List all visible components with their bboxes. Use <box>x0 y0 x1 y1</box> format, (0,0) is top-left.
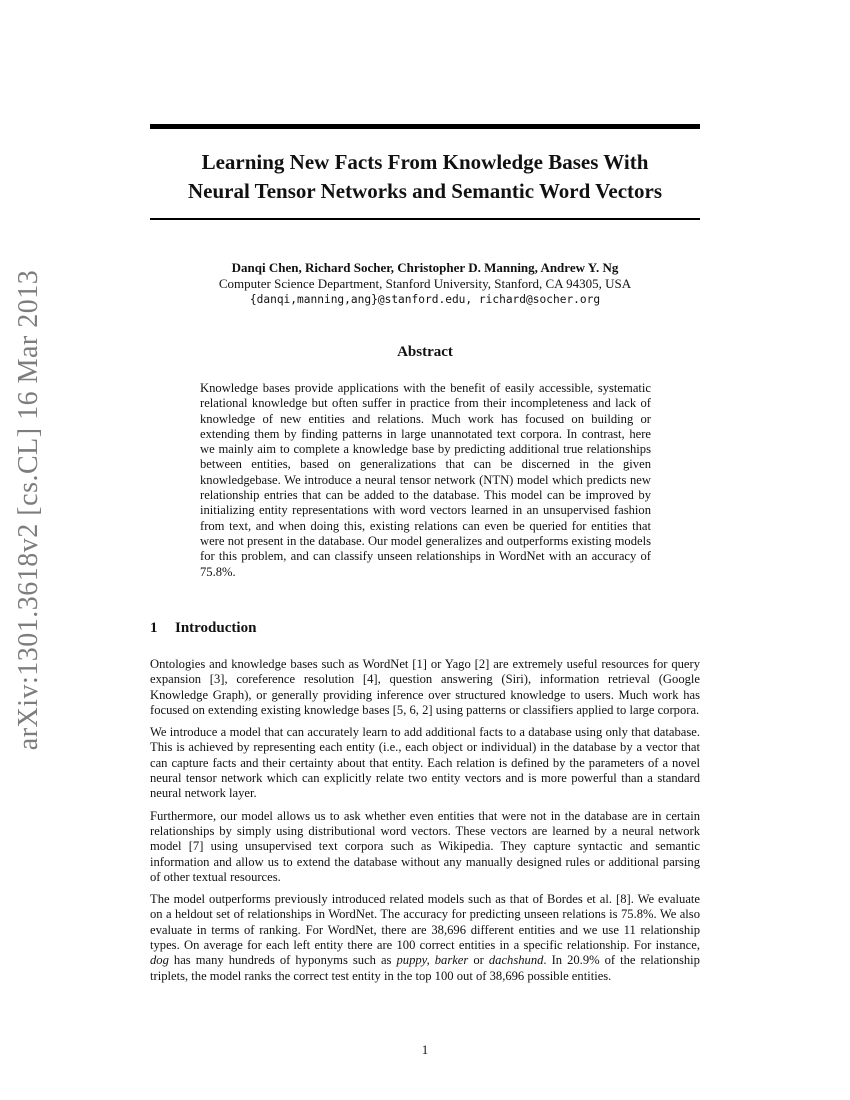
author-names: Danqi Chen, Richard Socher, Christopher D. Manning, Andrew Y. Ng <box>231 260 619 275</box>
abstract-text: Knowledge bases provide applications with the benefit of easily accessible, systematic relational knowledge but often suffer in practice from their incompleteness and lack of knowledge of new entities and relations. Much work has focused on building or extending them by finding patterns in large unannotated text corpora. In contrast, here we mainly aim to complete a knowledge base by predicting additional true relationships between entities, based on generalizations that can be discerned in the given knowledgebase. We introduce a neural tensor network (NTN) model which predicts new relationship entries that can be added to the database. This model can be improved by initializing entity representations with word vectors learned in an unsupervised fashion from text, and when doing this, existing relations can even be queried for entities that were not present in the database. Our model generalizes and outperforms existing models for this problem, and can classify unseen relationships in WordNet with an accuracy of 75.8%. <box>200 381 651 579</box>
arxiv-side-stamp <box>9 270 49 750</box>
author-emails: {danqi,manning,ang}@stanford.edu, richard@socher.org <box>249 293 601 306</box>
section-title: Introduction <box>175 620 257 636</box>
paragraph-1: Ontologies and knowledge bases such as WordNet [1] or Yago [2] are extremely useful resources for query expansion [3], coreference resolution [4], question answering (Siri), information retrieval (Google Knowledge Graph), or generally providing inference over structured knowledge to users. Much work has focused on extending existing knowledge bases [5, 6, 2] using patterns or classifiers applied to large corpora. <box>150 657 700 717</box>
abstract-heading: Abstract <box>397 344 453 360</box>
paragraph-4-part-2: has many hundreds of hyponyms such as <box>173 953 392 968</box>
paragraph-4-part-4: . In 20.9% of the relationship triplets, the model ranks the correct test entity in the top 100 out of 38,696 possible entities. <box>150 953 700 983</box>
page-number: 1 <box>421 1043 429 1057</box>
section-heading-introduction <box>150 620 256 637</box>
paragraph-4-part-1: The model outperforms previously introduced related models such as that of Bordes et al. [8]. We evaluate on a heldout set of relationships in WordNet. The accuracy for predicting unseen relations is 75.8%. We also evaluate in terms of ranking. For WordNet, there are 38,696 different entities and we use 11 relationship types. On average for each left entity there are 100 correct entities in a specific relationship. For instance, <box>150 892 700 953</box>
introduction-body <box>150 657 700 991</box>
emphasis-dog: dog <box>150 953 169 968</box>
title-line-2: Neural Tensor Networks and Semantic Word Vectors <box>187 179 663 203</box>
paragraph-3: Furthermore, our model allows us to ask whether even entities that were not in the database are in certain relationships by simply using distributional word vectors. These vectors are learned by a neural network model [7] using unsupervised text corpora such as Wikipedia. They capture syntactic and semantic information and allow us to extend the database without any manually designed rules or additional parsing of other textual resources. <box>150 808 700 884</box>
paragraph-4-part-3: or <box>473 953 484 968</box>
section-number: 1 <box>150 620 158 636</box>
arxiv-identifier: arXiv:1301.3618v2 [cs.CL] 16 Mar 2013 <box>13 269 44 751</box>
author-block <box>150 260 700 308</box>
author-affiliation: Computer Science Department, Stanford University, Stanford, CA 94305, USA <box>218 276 632 291</box>
title-top-rule <box>150 124 700 129</box>
emphasis-dachshund: dachshund <box>488 953 544 968</box>
title-line-1: Learning New Facts From Knowledge Bases With <box>201 150 649 174</box>
title-bottom-rule <box>150 218 700 220</box>
emphasis-puppy-barker: puppy, barker <box>396 953 469 968</box>
paragraph-4 <box>150 892 700 984</box>
paragraph-2: We introduce a model that can accurately learn to add additional facts to a database using only that database. This is achieved by representing each entity (i.e., each object or individual) in the database by a vector that can capture facts and their certainty about that entity. Each relation is defined by the parameters of a novel neural tensor network which can explicitly relate two entity vectors and is more powerful than a standard neural network layer. <box>150 725 700 801</box>
paper-title <box>150 148 700 206</box>
